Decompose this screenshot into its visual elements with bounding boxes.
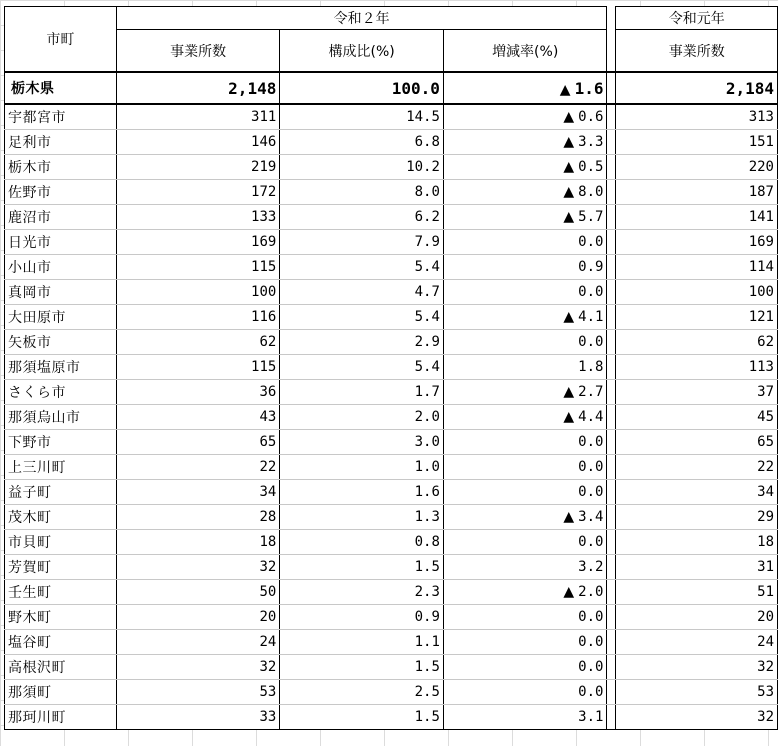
establishment-count: 146 [116,130,280,155]
establishment-count: 24 [116,630,280,655]
change-rate-value: 0.0 [578,484,604,500]
prefecture-change [443,72,607,104]
change-rate [443,630,607,655]
column-gap [607,505,616,530]
table-row [5,255,778,280]
establishment-count-prev: 113 [616,355,778,380]
municipality-name: 真岡市 [5,280,117,305]
establishment-count-prev: 32 [616,655,778,680]
composition-ratio: 1.5 [280,655,444,680]
municipality-name: 塩谷町 [5,630,117,655]
column-gap [607,380,616,405]
composition-ratio: 10.2 [280,155,444,180]
establishment-count: 311 [116,104,280,130]
change-rate-value: 0.0 [578,534,604,550]
change-rate-value: 3.3 [578,134,604,150]
table-row [5,380,778,405]
composition-ratio: 1.5 [280,705,444,730]
municipality-name: 矢板市 [5,330,117,355]
municipality-name: 栃木市 [5,155,117,180]
header-ratio: 構成比(%) [280,30,444,72]
establishment-count: 219 [116,155,280,180]
column-gap [607,655,616,680]
composition-ratio: 1.5 [280,555,444,580]
header-row-1 [5,7,778,30]
change-rate-value: 2.0 [578,584,604,600]
composition-ratio: 6.8 [280,130,444,155]
change-rate-value: 0.0 [578,659,604,675]
prefecture-ratio: 100.0 [280,72,444,104]
establishment-count-prev: 24 [616,630,778,655]
establishment-count-prev: 20 [616,605,778,630]
header-municipality: 市町 [5,7,117,73]
decrease-triangle-icon: ▲ [563,209,575,225]
column-gap [607,7,616,73]
column-gap [607,280,616,305]
composition-ratio: 2.0 [280,405,444,430]
decrease-triangle-icon: ▲ [563,134,575,150]
change-rate-value: 0.0 [578,234,604,250]
change-rate [443,180,607,205]
change-rate [443,130,607,155]
municipality-name: 那須塩原市 [5,355,117,380]
change-rate [443,655,607,680]
change-rate-value: 4.1 [578,309,604,325]
change-rate-value: 1.8 [578,359,604,375]
prefecture-name: 栃木県 [5,72,117,104]
change-rate [443,255,607,280]
establishment-count: 116 [116,305,280,330]
table-row [5,330,778,355]
composition-ratio: 1.6 [280,480,444,505]
column-gap [607,680,616,705]
header-establishments: 事業所数 [116,30,280,72]
municipality-name: 那須烏山市 [5,405,117,430]
composition-ratio: 0.9 [280,605,444,630]
column-gap [607,355,616,380]
establishment-count-prev: 29 [616,505,778,530]
establishment-count: 22 [116,455,280,480]
table-row [5,480,778,505]
composition-ratio: 6.2 [280,205,444,230]
table-row [5,205,778,230]
change-rate [443,580,607,605]
municipality-name: 那珂川町 [5,705,117,730]
municipality-name: 那須町 [5,680,117,705]
establishment-count: 115 [116,355,280,380]
column-gap [607,630,616,655]
change-rate [443,480,607,505]
table-row [5,104,778,130]
decrease-triangle-icon: ▲ [563,384,575,400]
table-row [5,655,778,680]
composition-ratio: 1.3 [280,505,444,530]
establishment-count-prev: 220 [616,155,778,180]
establishment-count: 169 [116,230,280,255]
table-row [5,355,778,380]
statistics-table [4,6,778,730]
table-row [5,680,778,705]
establishment-count-prev: 32 [616,705,778,730]
change-rate [443,505,607,530]
change-rate [443,380,607,405]
column-gap [607,180,616,205]
establishment-count: 32 [116,655,280,680]
table-row [5,705,778,730]
table-row [5,530,778,555]
municipality-name: 下野市 [5,430,117,455]
column-gap [607,430,616,455]
column-gap [607,155,616,180]
municipality-name: 鹿沼市 [5,205,117,230]
establishment-count-prev: 62 [616,330,778,355]
municipality-name: 小山市 [5,255,117,280]
column-gap [607,72,616,104]
column-gap [607,130,616,155]
establishment-count-prev: 187 [616,180,778,205]
establishment-count-prev: 121 [616,305,778,330]
establishment-count: 43 [116,405,280,430]
composition-ratio: 5.4 [280,355,444,380]
establishment-count-prev: 53 [616,680,778,705]
composition-ratio: 1.1 [280,630,444,655]
establishment-count: 115 [116,255,280,280]
establishment-count: 32 [116,555,280,580]
change-rate-value: 0.0 [578,634,604,650]
municipality-name: 茂木町 [5,505,117,530]
header-change: 増減率(%) [443,30,607,72]
establishment-count-prev: 114 [616,255,778,280]
composition-ratio: 5.4 [280,305,444,330]
municipality-name: 高根沢町 [5,655,117,680]
change-rate-value: 3.1 [578,709,604,725]
change-rate-value: 0.0 [578,284,604,300]
table-row [5,180,778,205]
municipality-name: 野木町 [5,605,117,630]
establishment-count-prev: 169 [616,230,778,255]
decrease-triangle-icon: ▲ [563,509,575,525]
header-year-previous: 令和元年 [616,7,778,30]
column-gap [607,330,616,355]
municipality-name: 大田原市 [5,305,117,330]
decrease-triangle-icon: ▲ [563,309,575,325]
change-rate [443,680,607,705]
establishment-count-prev: 51 [616,580,778,605]
decrease-triangle-icon: ▲ [563,159,575,175]
change-rate [443,205,607,230]
table-row [5,280,778,305]
table-row [5,305,778,330]
header-row-2 [5,30,778,72]
table-row [5,155,778,180]
change-rate [443,230,607,255]
establishment-count-prev: 151 [616,130,778,155]
establishment-count-prev: 34 [616,480,778,505]
change-rate-value: 0.0 [578,684,604,700]
composition-ratio: 1.7 [280,380,444,405]
composition-ratio: 0.8 [280,530,444,555]
column-gap [607,580,616,605]
composition-ratio: 1.0 [280,455,444,480]
column-gap [607,255,616,280]
establishment-count-prev: 65 [616,430,778,455]
change-rate-value: 0.0 [578,459,604,475]
composition-ratio: 2.5 [280,680,444,705]
change-rate-value: 5.7 [578,209,604,225]
column-gap [607,405,616,430]
composition-ratio: 5.4 [280,255,444,280]
change-rate-value: 3.4 [578,509,604,525]
establishment-count: 18 [116,530,280,555]
establishment-count-prev: 31 [616,555,778,580]
establishment-count-prev: 18 [616,530,778,555]
table-row [5,405,778,430]
change-rate-value: 0.0 [578,609,604,625]
change-rate-value: 3.2 [578,559,604,575]
establishment-count: 62 [116,330,280,355]
prefecture-count: 2,148 [116,72,280,104]
municipality-name: 芳賀町 [5,555,117,580]
composition-ratio: 8.0 [280,180,444,205]
change-rate [443,104,607,130]
table-row [5,230,778,255]
composition-ratio: 14.5 [280,104,444,130]
change-rate-value: 2.7 [578,384,604,400]
table-row [5,630,778,655]
municipality-name: 壬生町 [5,580,117,605]
composition-ratio: 4.7 [280,280,444,305]
change-rate-value: 0.6 [578,109,604,125]
decrease-triangle-icon: ▲ [559,81,571,98]
establishment-count-prev: 313 [616,104,778,130]
prefecture-row [5,72,778,104]
establishment-count: 33 [116,705,280,730]
change-rate [443,605,607,630]
table-row [5,555,778,580]
establishment-count: 34 [116,480,280,505]
composition-ratio: 2.9 [280,330,444,355]
change-rate [443,330,607,355]
municipality-name: 宇都宮市 [5,104,117,130]
column-gap [607,205,616,230]
table-row [5,580,778,605]
decrease-triangle-icon: ▲ [563,409,575,425]
table-row [5,605,778,630]
column-gap [607,455,616,480]
table-row [5,455,778,480]
change-rate-value: 0.0 [578,334,604,350]
composition-ratio: 3.0 [280,430,444,455]
municipality-name: 佐野市 [5,180,117,205]
column-gap [607,230,616,255]
change-rate [443,705,607,730]
establishment-count: 28 [116,505,280,530]
column-gap [607,705,616,730]
change-rate-value: 0.0 [578,434,604,450]
table-row [5,130,778,155]
municipality-name: 日光市 [5,230,117,255]
change-rate [443,555,607,580]
decrease-triangle-icon: ▲ [563,109,575,125]
municipality-name: さくら市 [5,380,117,405]
establishment-count-prev: 141 [616,205,778,230]
prefecture-change-value: 1.6 [574,78,604,98]
change-rate-value: 0.9 [578,259,604,275]
establishment-count: 172 [116,180,280,205]
establishment-count: 133 [116,205,280,230]
change-rate [443,355,607,380]
change-rate [443,430,607,455]
change-rate [443,305,607,330]
change-rate [443,280,607,305]
change-rate [443,155,607,180]
establishment-count: 53 [116,680,280,705]
establishment-count: 36 [116,380,280,405]
establishment-count-prev: 100 [616,280,778,305]
header-year-current: 令和２年 [116,7,607,30]
header-establishments-prev: 事業所数 [616,30,778,72]
change-rate [443,530,607,555]
establishment-count-prev: 45 [616,405,778,430]
establishment-count: 50 [116,580,280,605]
establishment-count: 20 [116,605,280,630]
table-row [5,430,778,455]
change-rate-value: 8.0 [578,184,604,200]
column-gap [607,104,616,130]
establishment-count: 100 [116,280,280,305]
composition-ratio: 2.3 [280,580,444,605]
establishment-count: 65 [116,430,280,455]
municipality-name: 益子町 [5,480,117,505]
column-gap [607,480,616,505]
change-rate [443,455,607,480]
establishment-count-prev: 22 [616,455,778,480]
decrease-triangle-icon: ▲ [563,184,575,200]
change-rate [443,405,607,430]
decrease-triangle-icon: ▲ [563,584,575,600]
table-row [5,505,778,530]
change-rate-value: 4.4 [578,409,604,425]
municipality-name: 上三川町 [5,455,117,480]
change-rate-value: 0.5 [578,159,604,175]
establishment-count-prev: 37 [616,380,778,405]
composition-ratio: 7.9 [280,230,444,255]
column-gap [607,530,616,555]
municipality-name: 市貝町 [5,530,117,555]
municipality-name: 足利市 [5,130,117,155]
column-gap [607,605,616,630]
column-gap [607,555,616,580]
prefecture-prev: 2,184 [616,72,778,104]
column-gap [607,305,616,330]
